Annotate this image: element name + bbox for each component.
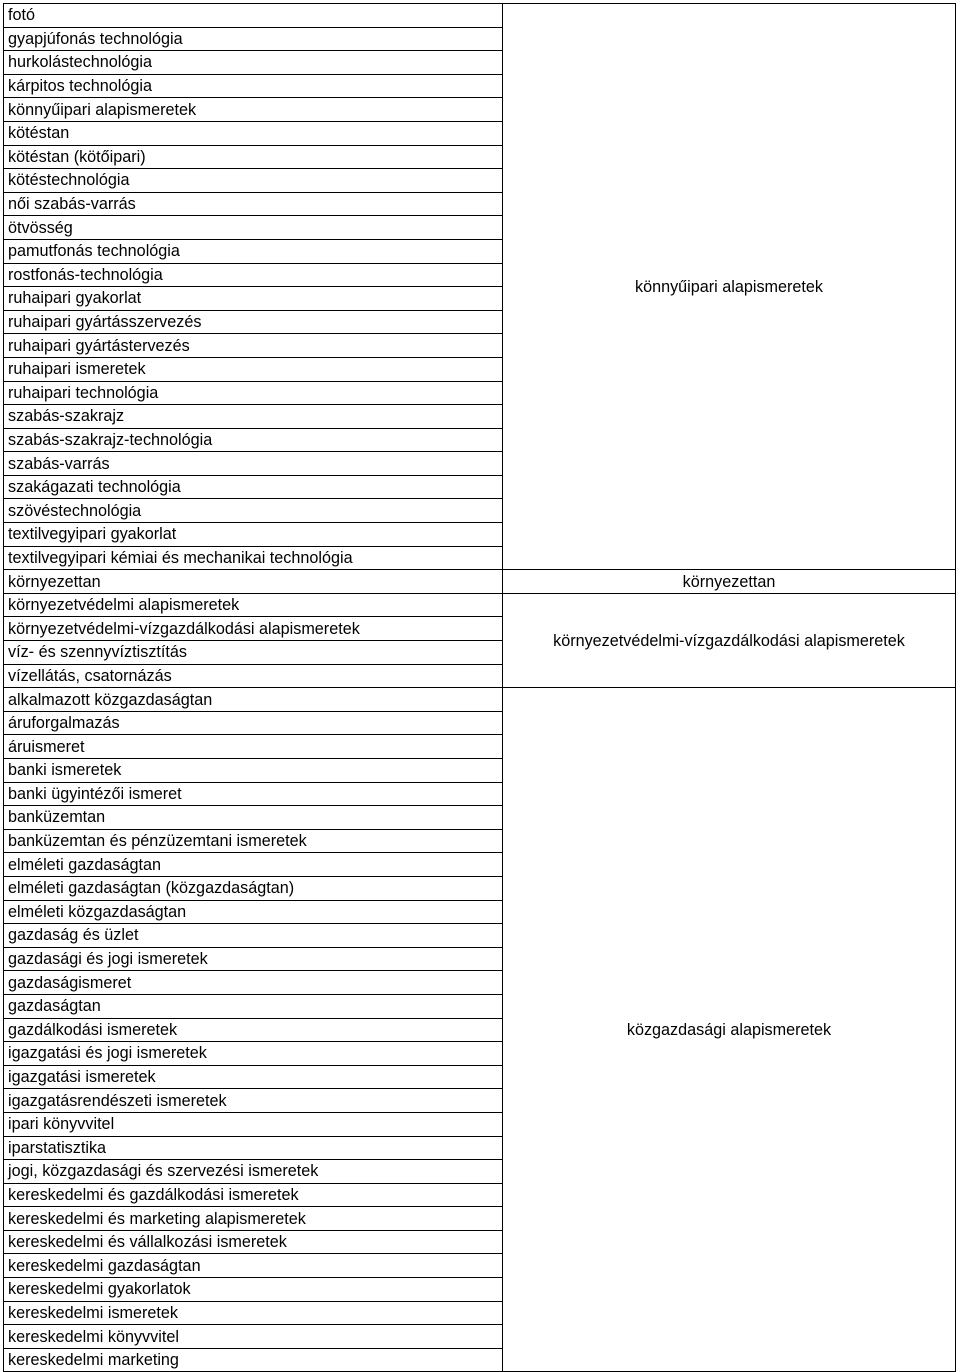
subject-cell: kereskedelmi és gazdálkodási ismeretek [4, 1183, 503, 1207]
subject-cell: szabás-szakrajz-technológia [4, 428, 503, 452]
subject-cell: női szabás-varrás [4, 192, 503, 216]
category-cell: közgazdasági alapismeretek [503, 688, 956, 1372]
subject-cell: kereskedelmi ismeretek [4, 1301, 503, 1325]
subject-cell: elméleti gazdaságtan (közgazdaságtan) [4, 876, 503, 900]
subject-cell: gazdaság és üzlet [4, 924, 503, 948]
subject-cell: banküzemtan és pénzüzemtani ismeretek [4, 829, 503, 853]
subject-cell: ruhaipari technológia [4, 381, 503, 405]
subject-cell: igazgatási ismeretek [4, 1065, 503, 1089]
subject-cell: ruhaipari gyakorlat [4, 287, 503, 311]
subject-cell: könnyűipari alapismeretek [4, 98, 503, 122]
subject-cell: rostfonás-technológia [4, 263, 503, 287]
subject-cell: víz- és szennyvíztisztítás [4, 641, 503, 665]
table-row [4, 4, 956, 28]
subject-cell: kereskedelmi marketing [4, 1348, 503, 1372]
subject-cell: gazdaságismeret [4, 971, 503, 995]
subject-cell: igazgatási és jogi ismeretek [4, 1042, 503, 1066]
subject-cell: kereskedelmi és vállalkozási ismeretek [4, 1230, 503, 1254]
subject-table-body [4, 4, 956, 1372]
subject-cell: ötvösség [4, 216, 503, 240]
subject-cell: szövéstechnológia [4, 499, 503, 523]
subject-cell: gazdálkodási ismeretek [4, 1018, 503, 1042]
subject-cell: elméleti közgazdaságtan [4, 900, 503, 924]
table-row [4, 688, 956, 712]
subject-cell: kötéstan (kötőipari) [4, 145, 503, 169]
subject-cell: elméleti gazdaságtan [4, 853, 503, 877]
subject-cell: kereskedelmi könyvvitel [4, 1325, 503, 1349]
subject-cell: szabás-szakrajz [4, 405, 503, 429]
subject-cell: áruismeret [4, 735, 503, 759]
subject-cell: ruhaipari gyártásszervezés [4, 310, 503, 334]
subject-cell: ruhaipari ismeretek [4, 357, 503, 381]
subject-cell: iparstatisztika [4, 1136, 503, 1160]
subject-cell: kárpitos technológia [4, 74, 503, 98]
subject-cell: vízellátás, csatornázás [4, 664, 503, 688]
subject-cell: jogi, közgazdasági és szervezési ismeretek [4, 1160, 503, 1184]
subject-cell: igazgatásrendészeti ismeretek [4, 1089, 503, 1113]
subject-cell: kereskedelmi és marketing alapismeretek [4, 1207, 503, 1231]
subject-cell: környezetvédelmi-vízgazdálkodási alapismeretek [4, 617, 503, 641]
subject-cell: pamutfonás technológia [4, 239, 503, 263]
subject-cell: gazdaságtan [4, 994, 503, 1018]
subject-cell: kötéstan [4, 121, 503, 145]
subject-cell: környezetvédelmi alapismeretek [4, 593, 503, 617]
subject-cell: szabás-varrás [4, 452, 503, 476]
subject-cell: kereskedelmi gazdaságtan [4, 1254, 503, 1278]
subject-cell: gyapjúfonás technológia [4, 27, 503, 51]
subject-table [3, 3, 956, 1372]
subject-cell: alkalmazott közgazdaságtan [4, 688, 503, 712]
subject-cell: gazdasági és jogi ismeretek [4, 947, 503, 971]
subject-cell: kötéstechnológia [4, 169, 503, 193]
subject-cell: fotó [4, 4, 503, 28]
subject-cell: környezettan [4, 570, 503, 594]
category-cell: környezettan [503, 570, 956, 594]
category-cell: környezetvédelmi-vízgazdálkodási alapismeretek [503, 593, 956, 687]
subject-cell: banki ismeretek [4, 759, 503, 783]
subject-cell: ipari könyvvitel [4, 1112, 503, 1136]
subject-cell: textilvegyipari gyakorlat [4, 523, 503, 547]
category-cell: könnyűipari alapismeretek [503, 4, 956, 570]
table-row [4, 570, 956, 594]
subject-cell: textilvegyipari kémiai és mechanikai technológia [4, 546, 503, 570]
subject-cell: kereskedelmi gyakorlatok [4, 1278, 503, 1302]
subject-cell: szakágazati technológia [4, 475, 503, 499]
subject-cell: ruhaipari gyártástervezés [4, 334, 503, 358]
table-row [4, 593, 956, 617]
subject-cell: hurkolástechnológia [4, 51, 503, 75]
subject-cell: banki ügyintézői ismeret [4, 782, 503, 806]
subject-cell: áruforgalmazás [4, 711, 503, 735]
subject-cell: banküzemtan [4, 806, 503, 830]
